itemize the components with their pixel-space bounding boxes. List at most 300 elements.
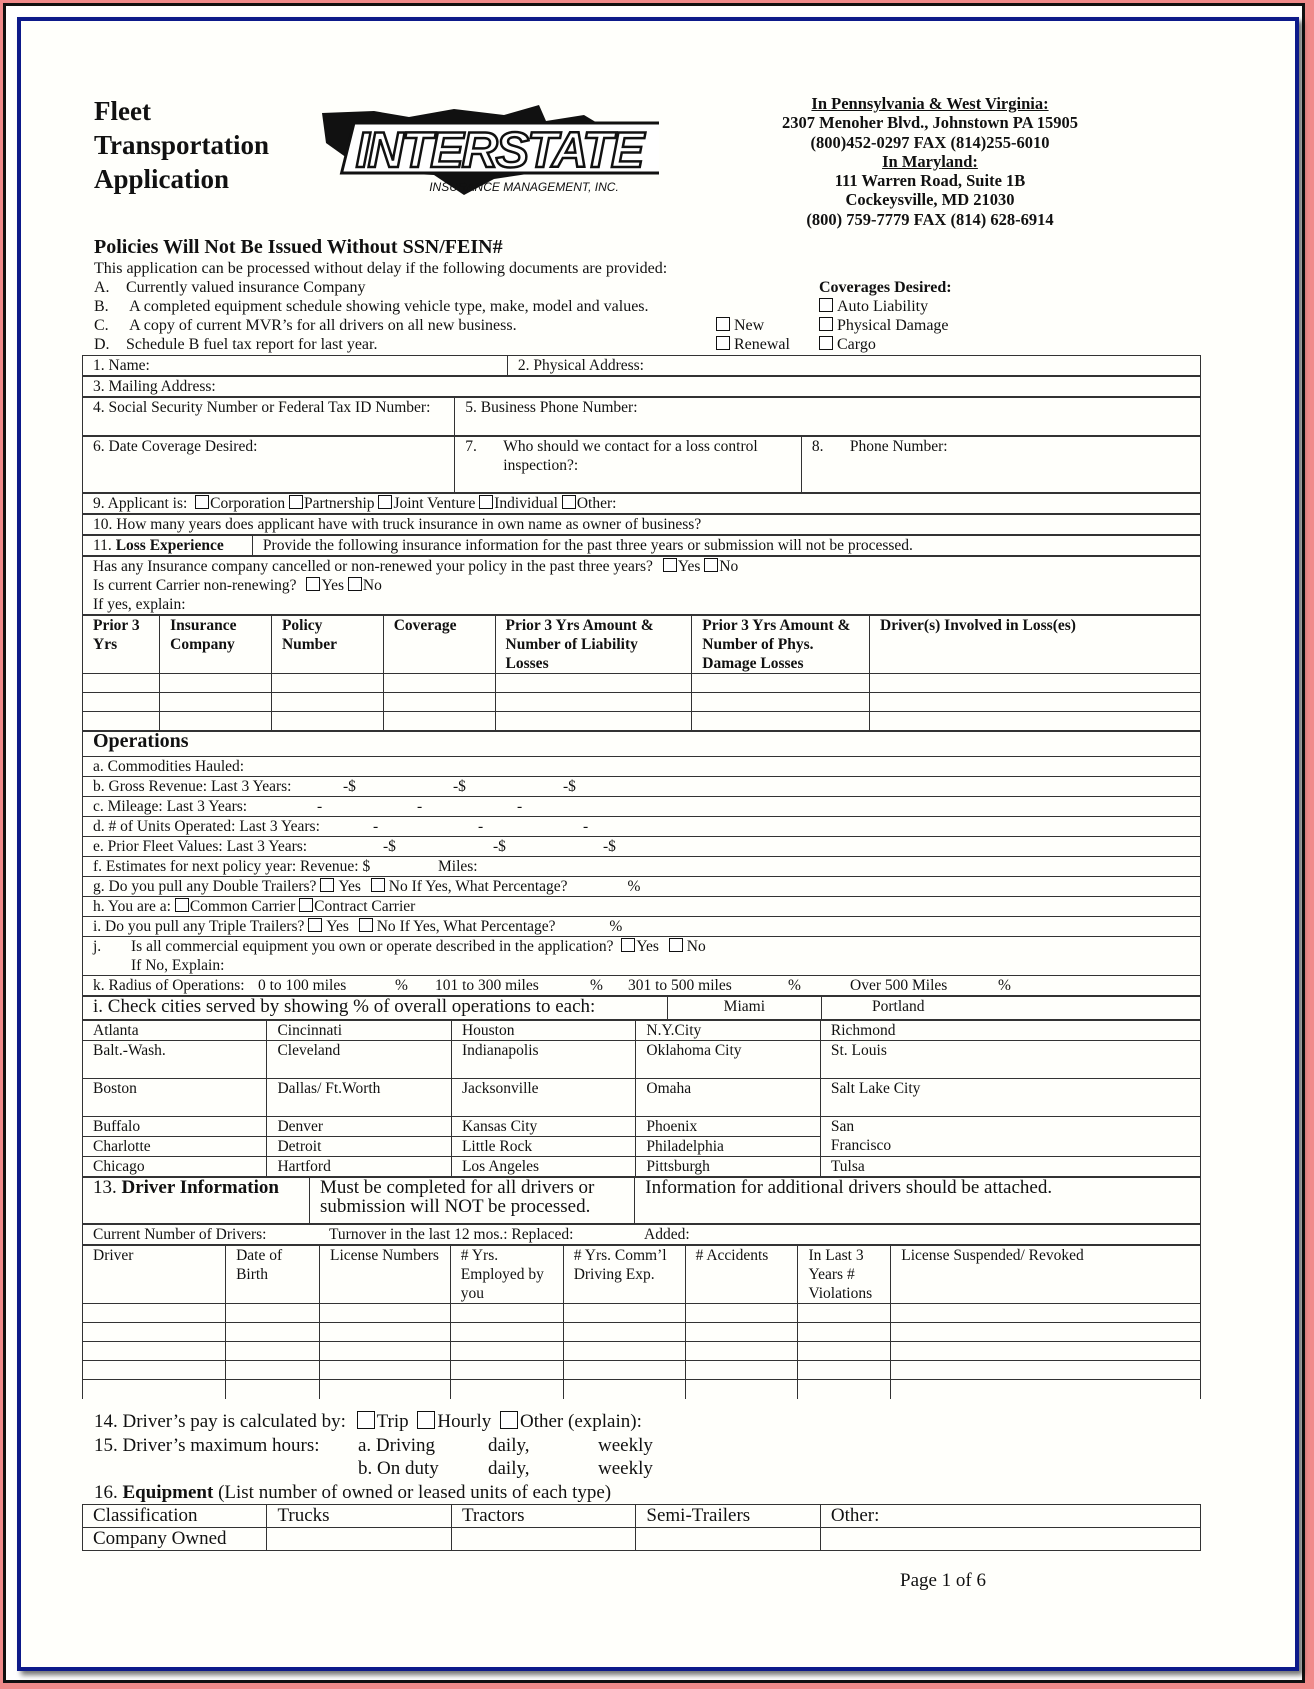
city-cell[interactable]: Los Angeles: [451, 1157, 635, 1177]
driver-cell[interactable]: [450, 1361, 563, 1380]
doc-text: A completed equipment schedule showing vehicle type, make, model and values.: [126, 298, 649, 315]
driver-cell[interactable]: [83, 1342, 226, 1361]
driver-counts[interactable]: [83, 1225, 1201, 1245]
column-header: Policy Number: [271, 616, 383, 674]
driver-counts-row: [82, 1224, 1201, 1245]
partnership-checkbox[interactable]: [289, 495, 303, 509]
current-drivers-label: Current Number of Drivers:: [93, 1226, 267, 1243]
date-coverage-field[interactable]: 6. Date Coverage Desired:: [83, 437, 455, 493]
doc-item: [94, 316, 667, 335]
city-cell[interactable]: Kansas City: [451, 1117, 635, 1137]
application-form: [82, 355, 1201, 1399]
driver-cell[interactable]: [563, 1323, 685, 1342]
field-label: Is all commercial equipment you own or operate described in the application?: [131, 938, 614, 955]
driver-cell[interactable]: [685, 1361, 798, 1380]
new-checkbox[interactable]: [716, 317, 730, 331]
year-mark: -: [417, 798, 423, 815]
office-addresses: [770, 94, 1090, 229]
driver-cell[interactable]: [563, 1304, 685, 1323]
intro-lead: This application can be processed without delay if the following documents are provided:: [94, 260, 668, 277]
driver-cell[interactable]: [891, 1323, 1201, 1342]
doc-text: Schedule B fuel tax report for last year.: [126, 336, 378, 353]
equipment-cell[interactable]: [636, 1528, 820, 1551]
year-mark: -$: [493, 838, 506, 855]
loss-cell[interactable]: [383, 693, 495, 712]
years-insured-row: [82, 514, 1201, 535]
driver-cell[interactable]: [685, 1304, 798, 1323]
business-phone-field[interactable]: 5. Business Phone Number:: [455, 398, 1201, 436]
section-title: Loss Experience: [115, 537, 224, 554]
driver-info-title: [83, 1178, 310, 1224]
driver-cell[interactable]: [83, 1380, 226, 1399]
driver-cell[interactable]: [83, 1323, 226, 1342]
loss-cell[interactable]: [383, 674, 495, 693]
year-mark: -$: [603, 838, 616, 855]
column-header: In Last 3 Years # Violations: [798, 1246, 891, 1304]
doc-text: Currently valued insurance Company: [126, 279, 366, 296]
drivers-header: [83, 1246, 1201, 1304]
city-cell[interactable]: Boston: [83, 1079, 267, 1117]
option-label: Partnership: [303, 495, 375, 512]
driver-cell[interactable]: [450, 1323, 563, 1342]
radius-label: 301 to 500 miles: [628, 977, 732, 994]
column-header: Driver: [83, 1246, 226, 1304]
city-cell[interactable]: Oklahoma City: [636, 1041, 820, 1079]
column-header: Semi-Trailers: [636, 1505, 820, 1528]
driving-label: a. Driving: [358, 1434, 436, 1456]
field-number: 8.: [811, 438, 824, 455]
loss-history-table: [82, 615, 1201, 731]
coverage-contact-row: [82, 436, 1201, 493]
city-cell[interactable]: Pittsburgh: [636, 1157, 820, 1177]
option-label: Common Carrier: [189, 898, 296, 915]
driver-cell[interactable]: [83, 1304, 226, 1323]
option-label: Joint Venture: [393, 495, 476, 512]
loss-cell[interactable]: [83, 693, 160, 712]
driver-cell[interactable]: [891, 1361, 1201, 1380]
explain-field[interactable]: If yes, explain:: [93, 596, 186, 613]
doc-item: [94, 297, 667, 316]
cancelled-no-checkbox[interactable]: [704, 558, 718, 572]
estimates-field[interactable]: [83, 857, 1201, 877]
city-cell[interactable]: Richmond: [820, 1021, 1200, 1041]
applicant-type-field: [83, 494, 1201, 514]
common-carrier-checkbox[interactable]: [175, 898, 189, 912]
percentage-question: If Yes, What Percentage?: [411, 878, 568, 895]
renewal-label: Renewal: [734, 336, 790, 353]
driver-cell[interactable]: [563, 1342, 685, 1361]
joint-venture-checkbox[interactable]: [378, 495, 392, 509]
doc-label: D.: [94, 336, 110, 353]
equipment-yes-checkbox[interactable]: [621, 938, 635, 952]
field-label: k. Radius of Operations:: [93, 977, 245, 994]
city-cell[interactable]: Phoenix: [636, 1117, 820, 1137]
triple-trailers-field: [83, 917, 1201, 937]
coverages-heading: Coverages Desired:: [819, 279, 952, 296]
loss-cell[interactable]: [495, 712, 692, 731]
hourly-checkbox[interactable]: [417, 1411, 435, 1429]
policies-notice: Policies Will Not Be Issued Without SSN/FEIN#: [94, 236, 503, 258]
field-label: Who should we contact for a loss control inspection?:: [503, 438, 758, 474]
loss-cell[interactable]: [271, 674, 383, 693]
radius-label: 0 to 100 miles: [258, 977, 347, 994]
weekly-label: weekly: [598, 1434, 653, 1456]
radius-label: 101 to 300 miles: [435, 977, 539, 994]
ssn-row: [82, 397, 1201, 436]
column-header: # Accidents: [685, 1246, 798, 1304]
city-cell[interactable]: Dallas/ Ft.Worth: [267, 1079, 451, 1117]
row-label: Company Owned: [83, 1528, 267, 1551]
driver-cell[interactable]: [891, 1380, 1201, 1399]
column-header: Prior 3 Yrs Amount & Number of Phys. Damage Losses: [692, 616, 870, 674]
doc-text: A copy of current MVR’s for all drivers on all new business.: [126, 317, 517, 334]
units-operated-field[interactable]: [83, 817, 1201, 837]
loss-cell[interactable]: [870, 674, 1201, 693]
column-header: Trucks: [267, 1505, 451, 1528]
loss-experience-title: [83, 536, 253, 556]
nonrenew-no-checkbox[interactable]: [348, 577, 362, 591]
city-cell[interactable]: Chicago: [83, 1157, 267, 1177]
field-label: h. You are a:: [93, 898, 171, 915]
table-row: [83, 1157, 1201, 1177]
added-label: Added:: [644, 1226, 690, 1243]
column-header: Coverage: [383, 616, 495, 674]
form-title: [94, 94, 269, 196]
city-cell[interactable]: Indianapolis: [451, 1041, 635, 1079]
max-hours-label: 15. Driver’s maximum hours:: [94, 1434, 320, 1456]
equipment-no-checkbox[interactable]: [669, 938, 683, 952]
driver-cell[interactable]: [798, 1342, 891, 1361]
field-label: i. Do you pull any Triple Trailers?: [93, 918, 305, 935]
table-row: [83, 1117, 1201, 1137]
column-header: Date of Birth: [226, 1246, 320, 1304]
year-mark: -$: [383, 838, 396, 855]
section-title: Driver Information: [121, 1177, 279, 1198]
driver-cell[interactable]: [798, 1323, 891, 1342]
column-header: Insurance Company: [160, 616, 272, 674]
column-header: Classification: [83, 1505, 267, 1528]
driver-cell[interactable]: [685, 1342, 798, 1361]
yes-label: Yes: [338, 878, 361, 895]
year-mark: -$: [343, 778, 356, 795]
loss-cell[interactable]: [160, 712, 272, 731]
city-cell[interactable]: Atlanta: [83, 1021, 267, 1041]
doc-label: A.: [94, 279, 110, 296]
percent-sign: %: [788, 977, 801, 994]
loss-control-contact-field[interactable]: [455, 437, 802, 493]
weekly-label: weekly: [598, 1458, 653, 1479]
loss-cell[interactable]: [160, 674, 272, 693]
year-mark: -$: [563, 778, 576, 795]
driver-cell[interactable]: [891, 1304, 1201, 1323]
driver-cell[interactable]: [83, 1361, 226, 1380]
turnover-label: Turnover in the last 12 mos.: Replaced:: [329, 1226, 574, 1243]
driver-cell[interactable]: [685, 1323, 798, 1342]
yes-label: Yes: [326, 918, 349, 935]
individual-checkbox[interactable]: [479, 495, 493, 509]
equipment-note: (List number of owned or leased units of each type): [218, 1481, 612, 1503]
title-line: Fleet: [94, 96, 151, 126]
driver-cell[interactable]: [450, 1380, 563, 1399]
mailing-row: [82, 376, 1201, 397]
mailing-address-field[interactable]: 3. Mailing Address:: [83, 377, 1201, 397]
auto-liability-checkbox[interactable]: [819, 298, 833, 312]
column-header: Prior 3 Yrs: [83, 616, 160, 674]
percentage-question: If Yes, What Percentage?: [399, 918, 556, 935]
yes-label: Yes: [636, 938, 659, 955]
loss-cell[interactable]: [160, 693, 272, 712]
table-row: [83, 674, 1201, 693]
equipment-cell[interactable]: [267, 1528, 451, 1551]
policy-type: [716, 316, 790, 354]
coverage-label: Cargo: [837, 336, 876, 353]
yes-label: Yes: [677, 558, 701, 575]
city-cell[interactable]: Balt.-Wash.: [83, 1041, 267, 1079]
title-line: Transportation: [94, 130, 270, 160]
drivers-table: [82, 1245, 1201, 1399]
applicant-info-table: [82, 355, 1201, 376]
city-cell[interactable]: Jacksonville: [451, 1079, 635, 1117]
section-title: Equipment: [122, 1481, 214, 1503]
doc-label: B.: [94, 298, 109, 315]
table-row: [83, 1079, 1201, 1117]
on-duty-label: b. On duty: [358, 1458, 439, 1479]
column-header: Other:: [820, 1505, 1200, 1528]
cities-prompt-table: [82, 996, 1201, 1020]
equipment-section: [82, 1504, 1201, 1551]
driver-cell[interactable]: [798, 1361, 891, 1380]
city-cell[interactable]: Detroit: [267, 1137, 451, 1157]
applicant-type-row: [82, 493, 1201, 514]
column-header: Tractors: [451, 1505, 635, 1528]
option-label: Hourly: [437, 1411, 492, 1432]
loss-cell[interactable]: [495, 674, 692, 693]
double-yes-checkbox[interactable]: [320, 878, 334, 892]
field-label: Phone Number:: [849, 438, 948, 455]
driver-cell[interactable]: [450, 1342, 563, 1361]
coverage-label: Physical Damage: [837, 317, 949, 334]
column-header: License Suspended/ Revoked: [891, 1246, 1201, 1304]
company-logo: [314, 103, 659, 203]
cancelled-question: Has any Insurance company cancelled or non-renewed your policy in the past three years?: [93, 558, 653, 575]
table-row: [83, 1361, 1201, 1380]
city-cell[interactable]: Philadelphia: [636, 1137, 820, 1157]
driver-additional-note: Information for additional drivers should be attached.: [635, 1178, 1201, 1224]
radius-field: [83, 976, 1201, 996]
field-label: b. Gross Revenue: Last 3 Years:: [93, 778, 292, 795]
city-cell[interactable]: N.Y.City: [636, 1021, 820, 1041]
mileage-field[interactable]: [83, 797, 1201, 817]
table-row: [83, 1041, 1201, 1079]
column-header: # Yrs. Employed by you: [450, 1246, 563, 1304]
loss-cell[interactable]: [692, 712, 870, 731]
page-number: Page 1 of 6: [900, 1570, 987, 1591]
loss-questions-cell: [83, 557, 1201, 615]
loss-cell[interactable]: [383, 712, 495, 731]
coverage-label: Auto Liability: [837, 298, 929, 315]
option-label: Trip: [376, 1411, 409, 1432]
city-cell[interactable]: Tulsa: [820, 1157, 1200, 1177]
driver-cell[interactable]: [798, 1304, 891, 1323]
operations-heading: Operations: [83, 732, 1201, 757]
section-number: 13.: [93, 1177, 117, 1198]
no-label: No: [362, 577, 382, 594]
loss-cell[interactable]: [83, 674, 160, 693]
new-label: New: [734, 317, 765, 334]
city-cell[interactable]: Little Rock: [451, 1137, 635, 1157]
cancelled-yes-checkbox[interactable]: [663, 558, 677, 572]
operations-table: [82, 731, 1201, 996]
driver-cell[interactable]: [226, 1323, 320, 1342]
equipment-table: [82, 1504, 1201, 1551]
contact-phone-field[interactable]: [801, 437, 1200, 493]
coverages-desired: [819, 278, 952, 354]
driver-cell[interactable]: [226, 1304, 320, 1323]
driver-cell[interactable]: [320, 1304, 451, 1323]
name-field[interactable]: 1. Name:: [83, 356, 508, 376]
loss-questions: [82, 556, 1201, 615]
md-street: 111 Warren Road, Suite 1B: [834, 171, 1026, 191]
loss-cell[interactable]: [870, 712, 1201, 731]
city-cell[interactable]: Miami: [667, 997, 821, 1020]
yes-label: Yes: [321, 577, 344, 594]
triple-no-checkbox[interactable]: [359, 918, 373, 932]
double-no-checkbox[interactable]: [371, 878, 385, 892]
city-cell[interactable]: Buffalo: [83, 1117, 267, 1137]
option-label: Contract Carrier: [314, 898, 416, 915]
prior-fleet-values-field[interactable]: [83, 837, 1201, 857]
field-number: j.: [93, 938, 102, 955]
driver-cell[interactable]: [320, 1361, 451, 1380]
city-cell[interactable]: St. Louis: [820, 1041, 1200, 1079]
city-cell[interactable]: Denver: [267, 1117, 451, 1137]
pa-phone: (800)452-0297 FAX (814)255-6010: [810, 132, 1050, 152]
loss-cell[interactable]: [870, 693, 1201, 712]
city-cell[interactable]: Salt Lake City: [820, 1079, 1200, 1117]
table-row: [83, 1342, 1201, 1361]
driver-cell[interactable]: [226, 1361, 320, 1380]
driver-cell[interactable]: [226, 1342, 320, 1361]
loss-cell[interactable]: [692, 693, 870, 712]
cities-prompt: i. Check cities served by showing % of overall operations to each:: [83, 997, 668, 1020]
driver-cell[interactable]: [563, 1380, 685, 1399]
loss-cell[interactable]: [271, 693, 383, 712]
radius-label: Over 500 Miles: [850, 977, 948, 994]
pa-heading: In Pennsylvania & West Virginia:: [811, 94, 1049, 113]
driver-cell[interactable]: [891, 1342, 1201, 1361]
trip-checkbox[interactable]: [357, 1411, 375, 1429]
no-label: No: [376, 918, 396, 935]
applicant-label: 9. Applicant is:: [93, 495, 188, 512]
other-pay-checkbox[interactable]: [500, 1411, 518, 1429]
driver-info-header: [82, 1177, 1201, 1224]
equipment-header: [83, 1505, 1201, 1528]
city-cell[interactable]: San Francisco: [820, 1117, 1200, 1157]
nonrenew-yes-checkbox[interactable]: [306, 577, 320, 591]
column-header: # Yrs. Comm’l Driving Exp.: [563, 1246, 685, 1304]
percent-sign: %: [627, 878, 641, 895]
commodities-field[interactable]: a. Commodities Hauled:: [83, 757, 1201, 777]
doc-label: C.: [94, 317, 109, 334]
carrier-type-field: [83, 897, 1201, 917]
driver-cell[interactable]: [685, 1380, 798, 1399]
physical-damage-checkbox[interactable]: [819, 317, 833, 331]
driver-cell[interactable]: [450, 1304, 563, 1323]
driver-requirement: Must be completed for all drivers or submission will NOT be processed.: [309, 1178, 634, 1224]
city-cell[interactable]: Houston: [451, 1021, 635, 1041]
city-cell[interactable]: Portland: [821, 997, 1200, 1020]
explain-field[interactable]: If No, Explain:: [131, 957, 225, 974]
year-mark: -$: [453, 778, 466, 795]
corporation-checkbox[interactable]: [195, 495, 209, 509]
md-heading: In Maryland:: [882, 151, 978, 171]
cargo-checkbox[interactable]: [819, 336, 833, 350]
miles-label: Miles:: [438, 858, 478, 875]
daily-label: daily,: [488, 1434, 530, 1456]
city-cell[interactable]: Charlotte: [83, 1137, 267, 1157]
driver-cell[interactable]: [320, 1342, 451, 1361]
loss-cell[interactable]: [83, 712, 160, 731]
driver-cell[interactable]: [798, 1380, 891, 1399]
year-mark: -: [478, 818, 484, 835]
gross-revenue-field[interactable]: [83, 777, 1201, 797]
option-label: Corporation: [210, 495, 286, 512]
physical-address-field[interactable]: 2. Physical Address:: [507, 356, 1200, 376]
md-city: Cockeysville, MD 21030: [845, 190, 1015, 210]
no-label: No: [686, 938, 706, 955]
year-mark: -: [583, 818, 589, 835]
years-insured-field[interactable]: 10. How many years does applicant have with truck insurance in own name as owner of business?: [83, 515, 1201, 535]
field-label: f. Estimates for next policy year: Revenue: $: [93, 858, 371, 875]
equipment-cell[interactable]: [820, 1528, 1200, 1551]
city-cell[interactable]: Cincinnati: [267, 1021, 451, 1041]
md-phone: (800) 759-7779 FAX (814) 628-6914: [806, 209, 1054, 229]
usa-map-icon: [314, 103, 659, 203]
triple-yes-checkbox[interactable]: [308, 918, 322, 932]
pay-label: 14. Driver’s pay is calculated by:: [94, 1411, 346, 1432]
driver-cell[interactable]: [226, 1380, 320, 1399]
loss-experience-notice: Provide the following insurance information for the past three years or submission will not be processed.: [252, 536, 1200, 556]
driver-cell[interactable]: [320, 1380, 451, 1399]
contract-carrier-checkbox[interactable]: [299, 898, 313, 912]
driver-cell[interactable]: [320, 1323, 451, 1342]
loss-cell[interactable]: [495, 693, 692, 712]
double-trailers-field: [83, 877, 1201, 897]
table-row: [83, 712, 1201, 731]
driver-cell[interactable]: [563, 1361, 685, 1380]
loss-cell[interactable]: [271, 712, 383, 731]
field-number: 7.: [465, 438, 477, 455]
city-cell[interactable]: Omaha: [636, 1079, 820, 1117]
cities-table: [82, 1020, 1201, 1177]
table-row: [83, 1323, 1201, 1342]
other-checkbox[interactable]: [562, 495, 576, 509]
daily-label: daily,: [488, 1458, 530, 1479]
percent-sign: %: [395, 977, 408, 994]
ssn-field[interactable]: 4. Social Security Number or Federal Tax ID Number:: [83, 398, 455, 436]
city-cell[interactable]: Hartford: [267, 1157, 451, 1177]
table-row: [83, 1380, 1201, 1399]
table-row: [83, 693, 1201, 712]
equipment-cell[interactable]: [451, 1528, 635, 1551]
field-label: e. Prior Fleet Values: Last 3 Years:: [93, 838, 308, 855]
nonrenew-question: Is current Carrier non-renewing?: [93, 577, 297, 594]
loss-cell[interactable]: [692, 674, 870, 693]
field-label: d. # of Units Operated: Last 3 Years:: [93, 818, 320, 835]
renewal-checkbox[interactable]: [716, 336, 730, 350]
city-cell[interactable]: Cleveland: [267, 1041, 451, 1079]
column-header: Prior 3 Yrs Amount & Number of Liability Losses: [495, 616, 692, 674]
